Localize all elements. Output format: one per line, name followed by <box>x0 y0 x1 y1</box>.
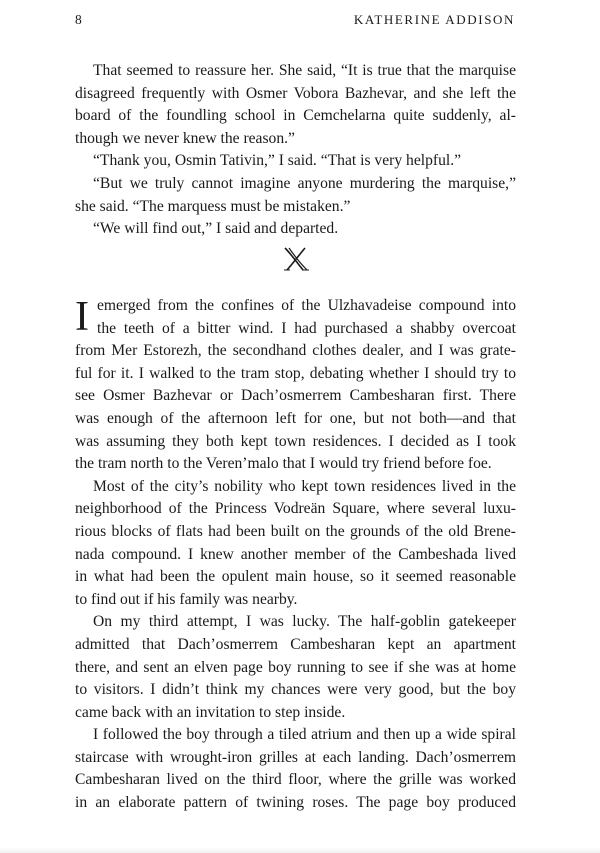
page-number: 8 <box>75 12 83 27</box>
text-line: came back with an invitation to step inside. <box>75 703 346 721</box>
text-line: neighborhood of the Princess Vodreän Square, where several luxu- <box>75 500 516 518</box>
text-line: was enough of the afternoon left for one, but not both—and that <box>75 409 516 427</box>
drop-cap: I <box>75 294 89 340</box>
text-line: rious blocks of flats had been built on the grounds of the old Brene- <box>75 522 516 540</box>
text-line: to find out if his family was nearby. <box>75 590 298 608</box>
text-line: there, and sent an elven page boy running to see if she was at home <box>75 658 516 676</box>
text-line: nada compound. I knew another member of the Cambeshada lived <box>75 545 516 563</box>
text-line: from Mer Estorezh, the secondhand clothes dealer, and I was grate- <box>75 342 516 360</box>
text-line: I followed the boy through a tiled atrium and then up a wide spiral <box>93 726 516 744</box>
text-line: see Osmer Bazhevar or Dach’osmerrem Cambesharan first. There <box>75 387 516 405</box>
page-bottom-edge <box>0 847 600 853</box>
scene-break-ornament-icon <box>281 246 311 272</box>
text-line: On my third attempt, I was lucky. The half-goblin gatekeeper <box>93 613 516 631</box>
text-line: disagreed frequently with Osmer Vobora Bazhevar, and she left the <box>75 84 516 102</box>
text-line: Most of the city’s nobility who kept town residences lived in the <box>93 477 516 495</box>
text-line: to visitors. I didn’t think my chances were very good, but the boy <box>75 681 516 699</box>
text-line: was assuming they both kept town residences. I decided as I took <box>75 432 516 450</box>
text-line: admitted that Dach’osmerrem Cambesharan kept an apartment <box>75 635 516 653</box>
text-line: “But we truly cannot imagine anyone murdering the marquise,” <box>93 174 516 192</box>
text-line: That seemed to reassure her. She said, “It is true that the marquise <box>93 62 516 79</box>
text-line: “Thank you, Osmin Tativin,” I said. “That is very helpful.” <box>93 152 462 170</box>
text-line: she said. “The marquess must be mistaken.” <box>75 197 351 215</box>
text-line: though we never knew the reason.” <box>75 129 295 147</box>
text-line: emerged from the confines of the Ulzhavadeise compound into <box>97 297 516 314</box>
text-line: “We will find out,” I said and departed. <box>93 220 339 238</box>
section-one-text <box>75 60 516 241</box>
text-line: in an elaborate pattern of twining roses. The page boy produced <box>75 794 516 812</box>
text-line: ful for it. I walked to the tram stop, debating whether I should try to <box>75 364 516 382</box>
text-line: staircase with wrought-iron grilles at each landing. Dach’osmerrem <box>75 748 516 766</box>
text-line: the teeth of a bitter wind. I had purchased a shabby overcoat <box>97 319 516 337</box>
text-line: board of the foundling school in Cemchelarna quite suddenly, al- <box>75 107 516 125</box>
text-line: Cambesharan lived on the third floor, where the grille was worked <box>75 771 516 789</box>
running-head-author: KATHERINE ADDISON <box>353 12 515 27</box>
text-line: the tram north to the Veren’malo that I would try friend before foe. <box>75 455 492 473</box>
page-header <box>75 12 515 32</box>
section-two-text <box>75 295 516 815</box>
text-line: in what had been the opulent main house, so it seemed reasonable <box>75 568 516 586</box>
